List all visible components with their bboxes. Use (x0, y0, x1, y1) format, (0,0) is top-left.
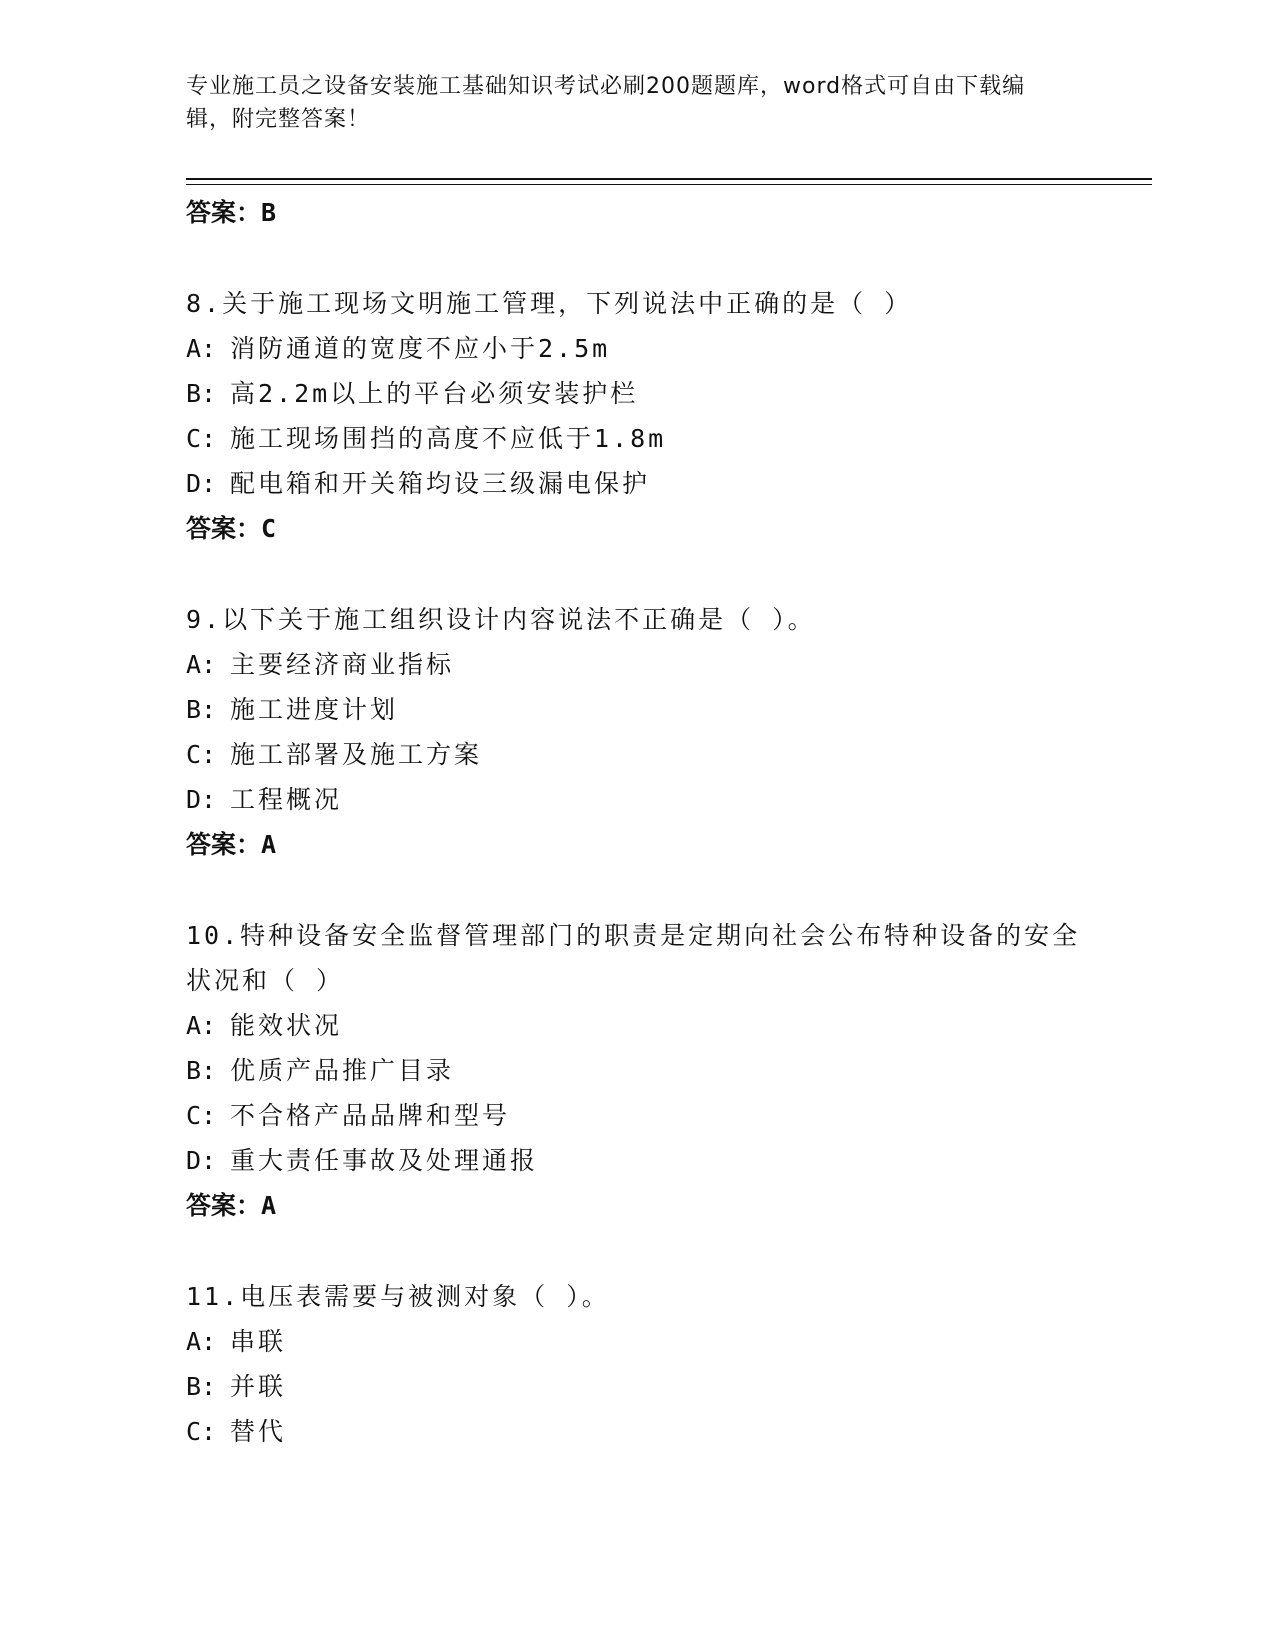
question-text: 10.特种设备安全监督管理部门的职责是定期向社会公布特种设备的安全状况和（ ） (186, 921, 1081, 995)
answer-label: 答案：B (186, 198, 277, 227)
option-letter: D: (186, 1146, 217, 1175)
option-letter: A: (186, 334, 217, 363)
option-c (186, 1093, 1106, 1138)
option-letter: C: (186, 1101, 217, 1130)
option-a (186, 642, 1106, 687)
option-letter: C: (186, 1417, 217, 1446)
option-d (186, 1138, 1106, 1183)
option-text: 施工进度计划 (230, 695, 399, 724)
option-letter: A: (186, 1327, 217, 1356)
option-b (186, 687, 1106, 732)
question-text: 11.电压表需要与被测对象（ ）。 (186, 1282, 610, 1311)
option-text: 主要经济商业指标 (230, 650, 455, 679)
option-letter: B: (186, 695, 217, 724)
option-letter: A: (186, 650, 217, 679)
answer-label: 答案：A (186, 830, 277, 859)
option-letter: C: (186, 424, 217, 453)
option-text: 能效状况 (230, 1011, 343, 1040)
option-letter: B: (186, 1372, 217, 1401)
option-b (186, 1048, 1106, 1093)
option-letter: D: (186, 785, 217, 814)
option-text: 高2.2m以上的平台必须安装护栏 (230, 379, 639, 408)
header-rule-thin (186, 184, 1152, 185)
option-letter: D: (186, 469, 217, 498)
option-text: 优质产品推广目录 (230, 1056, 455, 1085)
option-b (186, 1364, 1106, 1409)
question-text: 8.关于施工现场文明施工管理，下列说法中正确的是（ ） (186, 289, 913, 318)
option-text: 不合格产品品牌和型号 (230, 1101, 511, 1130)
question-text: 9.以下关于施工组织设计内容说法不正确是（ ）。 (186, 605, 816, 634)
option-text: 替代 (230, 1417, 287, 1446)
question-block (186, 913, 1106, 1228)
option-a (186, 326, 1106, 371)
option-b (186, 371, 1106, 416)
option-letter: B: (186, 1056, 217, 1085)
option-c (186, 1409, 1106, 1454)
option-d (186, 461, 1106, 506)
option-text: 并联 (230, 1372, 287, 1401)
question-list (186, 190, 1106, 1454)
option-letter: A: (186, 1011, 217, 1040)
option-text: 施工部署及施工方案 (230, 740, 483, 769)
option-d (186, 777, 1106, 822)
option-letter: B: (186, 379, 217, 408)
option-c (186, 732, 1106, 777)
option-letter: C: (186, 740, 217, 769)
option-text: 配电箱和开关箱均设三级漏电保护 (230, 469, 651, 498)
document-header: 专业施工员之设备安装施工基础知识考试必刷200题题库，word格式可自由下载编辑，附完整答案！ (186, 74, 1026, 132)
question-block (186, 281, 1106, 551)
question-block (186, 597, 1106, 867)
option-text: 施工现场围挡的高度不应低于1.8m (230, 424, 667, 453)
answer-label: 答案：C (186, 514, 277, 543)
answer-label: 答案：A (186, 1191, 277, 1220)
option-c (186, 416, 1106, 461)
option-a (186, 1003, 1106, 1048)
option-text: 消防通道的宽度不应小于2.5m (230, 334, 611, 363)
header-rule-thick (186, 178, 1152, 180)
option-text: 重大责任事故及处理通报 (230, 1146, 539, 1175)
question-block (186, 1274, 1106, 1454)
option-a (186, 1319, 1106, 1364)
option-text: 串联 (230, 1327, 287, 1356)
option-text: 工程概况 (230, 785, 343, 814)
